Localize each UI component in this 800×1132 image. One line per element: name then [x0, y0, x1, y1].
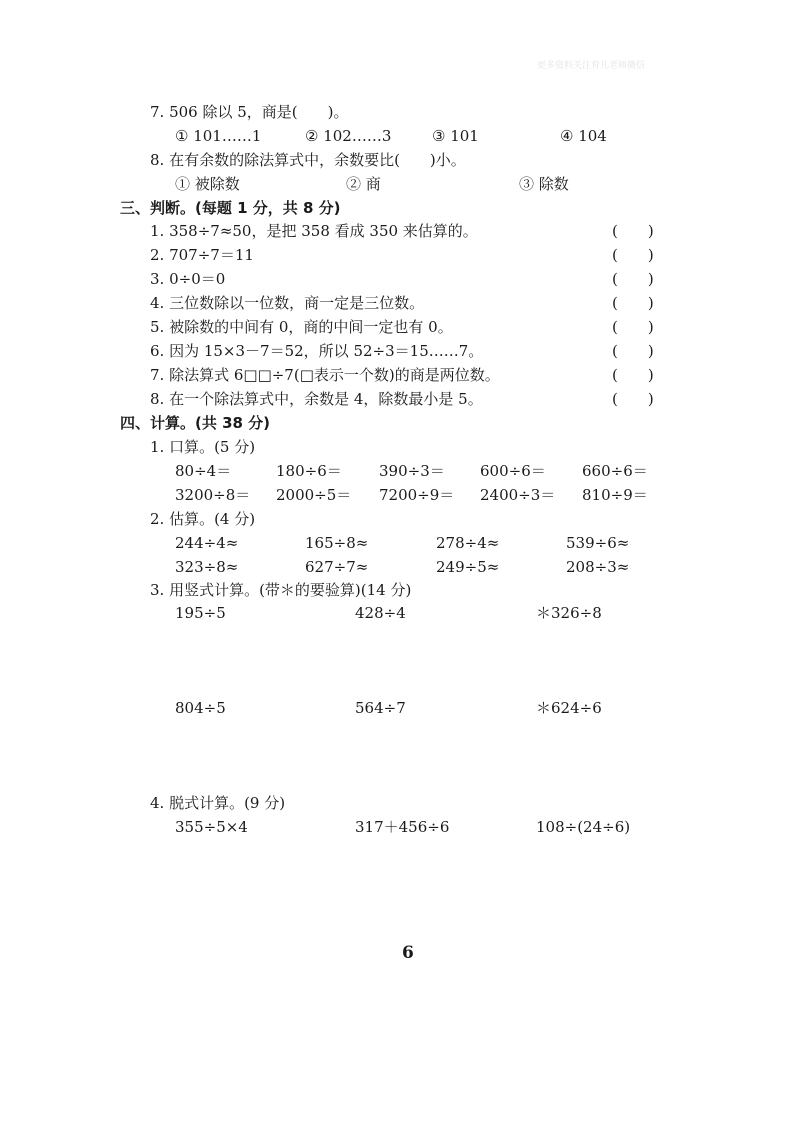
vertical-problem: ＊326÷8: [536, 604, 602, 622]
q7-option-1: ① 101……1: [175, 127, 262, 145]
q8-option-3: ③ 除数: [519, 175, 569, 193]
answer-blank[interactable]: ( ): [612, 222, 654, 240]
estimate-problem: 244÷4≈: [175, 534, 239, 552]
oral-problem: 2000÷5＝: [276, 486, 352, 504]
q7-option-4: ④ 104: [560, 127, 607, 145]
answer-blank[interactable]: ( ): [612, 246, 654, 264]
vertical-problem: 195÷5: [175, 604, 226, 622]
judge-item-2: 2. 707÷7＝11: [150, 246, 254, 264]
vertical-problem: 564÷7: [355, 699, 406, 717]
vertical-problem: ＊624÷6: [536, 699, 602, 717]
answer-blank[interactable]: ( ): [612, 270, 654, 288]
page-number: 6: [402, 943, 414, 963]
judge-item-6: 6. 因为 15×3－7＝52，所以 52÷3＝15……7。: [150, 342, 484, 360]
estimate-problem: 278÷4≈: [436, 534, 500, 552]
vertical-problem: 428÷4: [355, 604, 406, 622]
judge-item-1: 1. 358÷7≈50，是把 358 看成 350 来估算的。: [150, 222, 478, 240]
stepwise-problem: 317＋456÷6: [355, 818, 450, 836]
q8-option-2: ② 商: [346, 175, 381, 193]
oral-problem: 390÷3＝: [379, 462, 445, 480]
vertical-problem: 804÷5: [175, 699, 226, 717]
stepwise-calc-title: 4. 脱式计算。(9 分): [150, 794, 286, 812]
estimate-title: 2. 估算。(4 分): [150, 510, 256, 528]
judge-item-5: 5. 被除数的中间有 0，商的中间一定也有 0。: [150, 318, 453, 336]
estimate-problem: 627÷7≈: [305, 558, 369, 576]
stepwise-problem: 108÷(24÷6): [536, 818, 631, 836]
judge-item-4: 4. 三位数除以一位数，商一定是三位数。: [150, 294, 425, 312]
estimate-problem: 165÷8≈: [305, 534, 369, 552]
oral-problem: 3200÷8＝: [175, 486, 251, 504]
watermark-text: 更多资料关注育儿老师微信: [537, 61, 646, 71]
judge-item-8: 8. 在一个除法算式中，余数是 4，除数最小是 5。: [150, 390, 483, 408]
answer-blank[interactable]: ( ): [612, 342, 654, 360]
answer-blank[interactable]: ( ): [612, 294, 654, 312]
q8-option-1: ① 被除数: [175, 175, 240, 193]
oral-problem: 80÷4＝: [175, 462, 232, 480]
q7-option-3: ③ 101: [432, 127, 479, 145]
answer-blank[interactable]: ( ): [612, 366, 654, 384]
section-3-heading: 三、判断。(每题 1 分，共 8 分): [120, 199, 341, 217]
q7-option-2: ② 102……3: [305, 127, 392, 145]
answer-blank[interactable]: ( ): [612, 390, 654, 408]
judge-item-3: 3. 0÷0＝0: [150, 270, 226, 288]
oral-problem: 810÷9＝: [582, 486, 648, 504]
estimate-problem: 249÷5≈: [436, 558, 500, 576]
oral-problem: 2400÷3＝: [480, 486, 556, 504]
vertical-calc-title: 3. 用竖式计算。(带＊的要验算)(14 分): [150, 581, 412, 599]
oral-problem: 600÷6＝: [480, 462, 546, 480]
estimate-problem: 539÷6≈: [566, 534, 630, 552]
estimate-problem: 208÷3≈: [566, 558, 630, 576]
stepwise-problem: 355÷5×4: [175, 818, 248, 836]
judge-item-7: 7. 除法算式 6□□÷7(□表示一个数)的商是两位数。: [150, 366, 500, 384]
oral-problem: 660÷6＝: [582, 462, 648, 480]
oral-problem: 180÷6＝: [276, 462, 342, 480]
estimate-problem: 323÷8≈: [175, 558, 239, 576]
section-4-heading: 四、计算。(共 38 分): [120, 414, 271, 432]
oral-calc-title: 1. 口算。(5 分): [150, 438, 256, 456]
answer-blank[interactable]: ( ): [612, 318, 654, 336]
oral-problem: 7200÷9＝: [379, 486, 455, 504]
question-7-stem: 7. 506 除以 5，商是( )。: [150, 103, 349, 121]
question-8-stem: 8. 在有余数的除法算式中，余数要比( )小。: [150, 151, 466, 169]
